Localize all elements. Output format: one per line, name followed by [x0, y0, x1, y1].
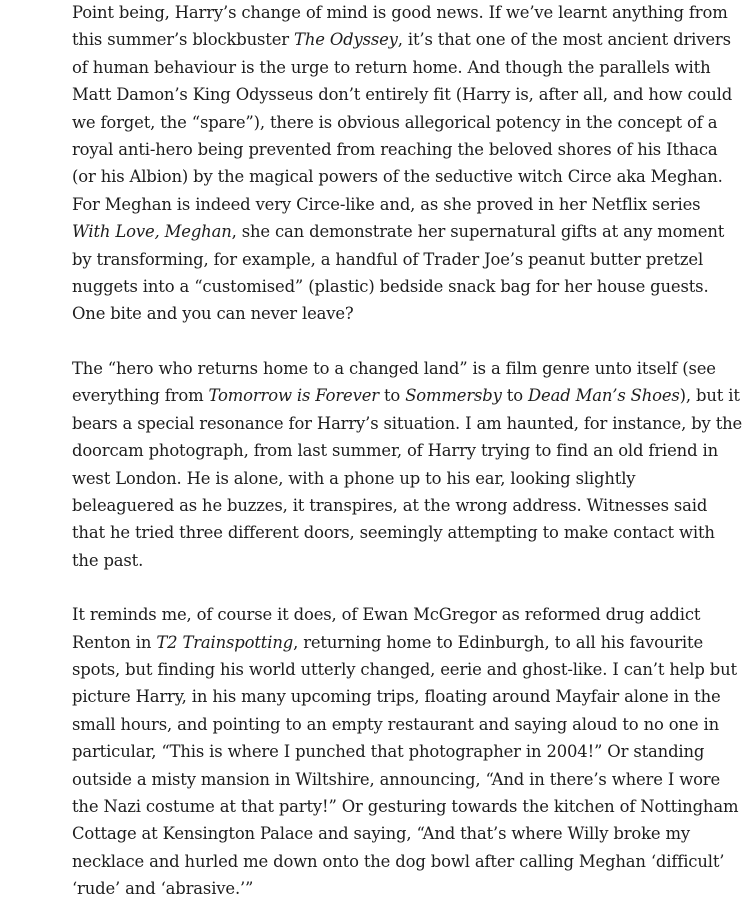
title-italic: Tomorrow is Forever: [208, 386, 379, 406]
text-run: that he tried three different doors, seemingly attempting to make contact with: [72, 523, 715, 543]
text-run: the past.: [72, 550, 144, 570]
text-run: nuggets into a “customised” (plastic) bedside snack bag for her house guests.: [72, 277, 709, 297]
text-run: to: [501, 386, 529, 406]
paragraph-2: [72, 355, 743, 574]
text-run: by transforming, for example, a handful of Trader Joe’s peanut butter pretzel: [72, 249, 704, 269]
text-run: royal anti-hero being prevented from reaching the beloved shores of his Ithaca: [72, 140, 718, 160]
text-run: this summer’s blockbuster: [72, 30, 295, 50]
text-line: [72, 26, 731, 53]
text-run: , returning home to Edinburgh, to all his favourite: [293, 632, 704, 652]
text-run: (or his Albion) by the magical powers of the seductive witch Circe aka Meghan.: [72, 167, 723, 187]
text-line: [72, 601, 701, 628]
text-run: spots, but finding his world utterly changed, eerie and ghost-like. I can’t help but: [72, 659, 737, 679]
text-line: [72, 492, 708, 519]
text-line: [72, 711, 720, 738]
text-line: [72, 820, 691, 847]
title-italic: T2 Trainspotting: [156, 632, 294, 652]
text-run: ), but it: [679, 386, 740, 406]
text-line: [72, 382, 740, 409]
article-body: [72, 0, 743, 903]
text-run: west London. He is alone, with a phone up to his ear, looking slightly: [72, 468, 636, 488]
text-line: [72, 191, 701, 218]
title-italic: The Odyssey: [294, 30, 398, 50]
text-line: [72, 218, 725, 245]
text-run: Cottage at Kensington Palace and saying, “And that’s where Willy broke my: [72, 824, 691, 844]
text-run: small hours, and pointing to an empty restaurant and saying aloud to no one in: [72, 714, 720, 734]
text-line: [72, 81, 733, 108]
text-run: beleaguered as he buzzes, it transpires, at the wrong address. Witnesses said: [72, 495, 708, 515]
text-run: necklace and hurled me down onto the dog bowl after calling Meghan ‘difficult’: [72, 851, 725, 871]
text-run: bears a special resonance for Harry’s situation. I am haunted, for instance, by the: [72, 413, 743, 433]
title-italic: With Love, Meghan: [72, 222, 232, 242]
paragraph-1: [72, 0, 733, 328]
text-line: [72, 109, 718, 136]
text-line: [72, 163, 723, 190]
text-run: picture Harry, in his many upcoming trips, floating around Mayfair alone in the: [72, 687, 721, 707]
text-run: The “hero who returns home to a changed land” is a film genre unto itself (see: [72, 358, 716, 378]
text-line: [72, 410, 743, 437]
text-line: [72, 355, 716, 382]
text-run: It reminds me, of course it does, of Ewan McGregor as reformed drug addict: [72, 605, 701, 625]
text-line: [72, 54, 711, 81]
text-line: [72, 246, 704, 273]
text-run: we forget, the “spare”), there is obvious allegorical potency in the concept of a: [72, 112, 718, 132]
text-run: the Nazi costume at that party!” Or gesturing towards the kitchen of Nottingham: [72, 796, 739, 816]
text-run: of human behaviour is the urge to return home. And though the parallels with: [72, 57, 711, 77]
text-run: , it’s that one of the most ancient drivers: [397, 30, 731, 50]
paragraph-3: [72, 601, 739, 902]
text-run: everything from: [72, 386, 209, 406]
text-line: [72, 0, 728, 26]
title-italic: Dead Man’s Shoes: [528, 386, 680, 406]
text-line: [72, 848, 725, 875]
text-line: [72, 656, 737, 683]
text-run: outside a misty mansion in Wiltshire, announcing, “And in there’s where I wore: [72, 769, 721, 789]
text-run: Renton in: [72, 632, 157, 652]
text-run: For Meghan is indeed very Circe-like and, as she proved in her Netflix series: [72, 194, 701, 214]
text-line: [72, 136, 718, 163]
text-line: [72, 683, 721, 710]
text-run: Matt Damon’s King Odysseus don’t entirely fit (Harry is, after all, and how could: [72, 85, 733, 105]
text-run: to: [378, 386, 406, 406]
text-line: [72, 437, 718, 464]
text-line: [72, 465, 682, 492]
text-run: particular, “This is where I punched that photographer in 2004!” Or standing: [72, 742, 705, 762]
text-line: [72, 875, 682, 902]
text-line: [72, 738, 705, 765]
text-line: [72, 766, 721, 793]
title-italic: Sommersby: [405, 386, 502, 406]
text-line: [72, 300, 682, 327]
text-run: doorcam photograph, from last summer, of Harry trying to find an old friend in: [72, 441, 718, 461]
text-line: [72, 793, 739, 820]
text-line: [72, 273, 709, 300]
text-line: [72, 547, 682, 574]
text-run: Point being, Harry’s change of mind is good news. If we’ve learnt anything from: [72, 3, 728, 22]
text-run: One bite and you can never leave?: [72, 304, 354, 324]
text-line: [72, 519, 715, 546]
text-line: [72, 629, 704, 656]
text-run: , she can demonstrate her supernatural gifts at any moment: [231, 222, 725, 242]
text-run: ‘rude’ and ‘abrasive.’”: [72, 879, 254, 899]
